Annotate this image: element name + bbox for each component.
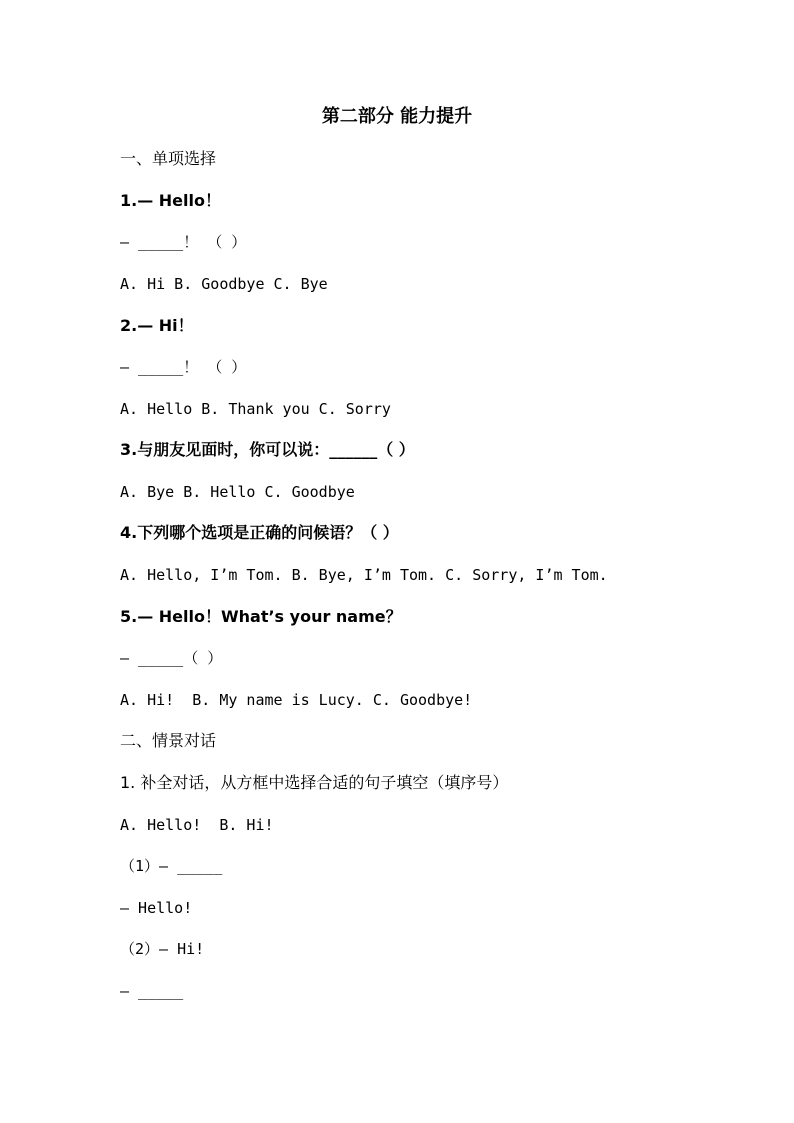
question-5-stem: 5.— Hello！What’s your name？ <box>120 607 402 626</box>
section-heading-single-choice: 一、单项选择 <box>120 149 217 168</box>
question-5-options: A. Hi! B. My name is Lucy. C. Goodbye! <box>120 691 473 709</box>
dialogue-line-4: — _____ <box>120 982 184 1000</box>
dialogue-instruction: 1. 补全对话，从方框中选择合适的句子填空（填序号） <box>120 773 509 792</box>
question-2-answer-line: — _____！ （ ） <box>120 358 247 376</box>
dialogue-line-2: — Hello! <box>120 899 193 917</box>
dialogue-line-1: （1）— _____ <box>120 857 223 875</box>
question-3-options: A. Bye B. Hello C. Goodbye <box>120 483 355 501</box>
question-1-options: A. Hi B. Goodbye C. Bye <box>120 275 328 293</box>
question-2-options: A. Hello B. Thank you C. Sorry <box>120 400 391 418</box>
question-1-answer-line: — _____！ （ ） <box>120 233 247 251</box>
question-5-answer-line: — _____（ ） <box>120 649 223 667</box>
dialogue-options: A. Hello! B. Hi! <box>120 816 274 834</box>
dialogue-line-3: （2）— Hi! <box>120 940 205 958</box>
question-4-options: A. Hello, I’m Tom. B. Bye, I’m Tom. C. Sorry, I’m Tom. <box>120 566 608 584</box>
page-title: 第二部分 能力提升 <box>321 106 473 127</box>
question-1-stem: 1.— Hello！ <box>120 191 221 210</box>
section-heading-dialogue: 二、情景对话 <box>120 731 217 750</box>
question-4-stem: 4.下列哪个选项是正确的问候语？（ ） <box>120 523 399 542</box>
question-3-stem: 3.与朋友见面时，你可以说：______（ ） <box>120 440 415 459</box>
question-2-stem: 2.— Hi！ <box>120 316 194 335</box>
